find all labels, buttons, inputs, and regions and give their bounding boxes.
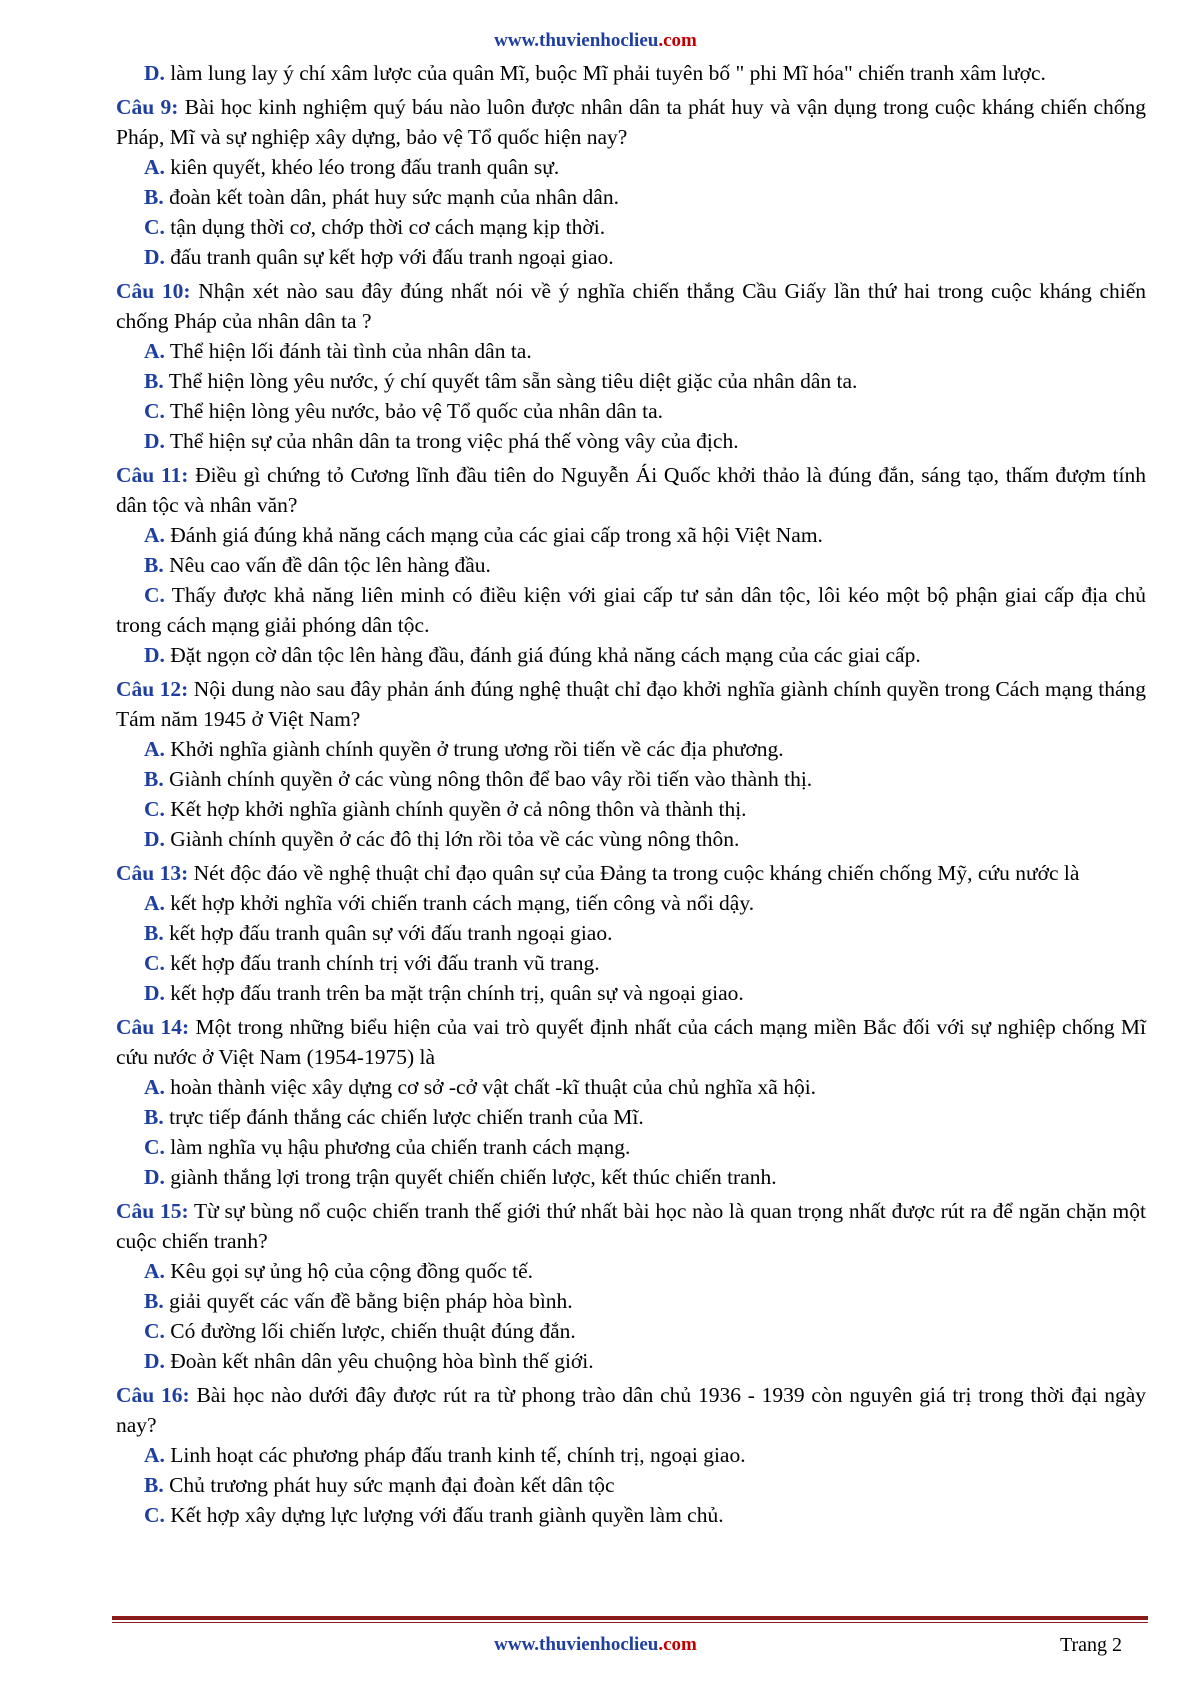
- question-stem: [116, 858, 1146, 888]
- option-text: giải quyết các vấn đề bằng biện pháp hòa bình.: [169, 1289, 573, 1313]
- answer-option[interactable]: [116, 1256, 1146, 1286]
- option-text: kết hợp đấu tranh trên ba mặt trận chính trị, quân sự và ngoại giao.: [170, 981, 744, 1005]
- answer-option[interactable]: [116, 734, 1146, 764]
- question-content: [116, 58, 1146, 1530]
- question-stem: [116, 92, 1146, 152]
- option-text: Giành chính quyền ở các đô thị lớn rồi tỏa về các vùng nông thôn.: [170, 827, 740, 851]
- option-letter: C.: [144, 1503, 165, 1527]
- option-letter: D.: [144, 429, 165, 453]
- option-text: Nêu cao vấn đề dân tộc lên hàng đầu.: [169, 553, 491, 577]
- question-12: [116, 674, 1146, 854]
- answer-option[interactable]: [116, 1286, 1146, 1316]
- answer-option[interactable]: [116, 182, 1146, 212]
- option-text: Linh hoạt các phương pháp đấu tranh kinh tế, chính trị, ngoại giao.: [170, 1443, 746, 1467]
- option-letter: C.: [144, 951, 165, 975]
- question-label: Câu 16:: [116, 1383, 190, 1407]
- question-list: [116, 92, 1146, 1530]
- answer-option[interactable]: [116, 824, 1146, 854]
- question-15: [116, 1196, 1146, 1376]
- option-letter: B.: [144, 185, 164, 209]
- answer-option[interactable]: [116, 426, 1146, 456]
- question-16: [116, 1380, 1146, 1530]
- option-letter: C.: [144, 399, 165, 423]
- question-stem: [116, 276, 1146, 336]
- option-letter: C.: [144, 1319, 165, 1343]
- option-letter: B.: [144, 921, 164, 945]
- option-text: Chủ trương phát huy sức mạnh đại đoàn kết dân tộc: [169, 1473, 615, 1497]
- footer-site-link[interactable]: www.thuvienhoclieu.com: [494, 1634, 697, 1655]
- page-number: Trang 2: [1060, 1634, 1123, 1656]
- question-label: Câu 14:: [116, 1015, 190, 1039]
- option-text: kết hợp đấu tranh quân sự với đấu tranh ngoại giao.: [169, 921, 613, 945]
- question-11: [116, 460, 1146, 670]
- option-letter: D.: [144, 1349, 165, 1373]
- question-text: Nét độc đáo về nghệ thuật chỉ đạo quân sự của Đảng ta trong cuộc kháng chiến chống Mỹ, cứu nước là: [193, 861, 1080, 885]
- option-letter: D.: [144, 643, 165, 667]
- answer-option[interactable]: [116, 794, 1146, 824]
- answer-option[interactable]: [116, 1102, 1146, 1132]
- question-text: Điều gì chứng tỏ Cương lĩnh đầu tiên do Nguyễn Ái Quốc khởi thảo là đúng đắn, sáng tạo, thấm đượm tính dân tộc và nhân văn?: [116, 463, 1146, 517]
- option-text: hoàn thành việc xây dựng cơ sở -cở vật chất -kĩ thuật của chủ nghĩa xã hội.: [170, 1075, 817, 1099]
- question-14: [116, 1012, 1146, 1192]
- answer-option[interactable]: [116, 1162, 1146, 1192]
- option-text: kiên quyết, khéo léo trong đấu tranh quân sự.: [170, 155, 560, 179]
- question-stem: [116, 460, 1146, 520]
- option-text: Có đường lối chiến lược, chiến thuật đúng đắn.: [170, 1319, 576, 1343]
- question-label: Câu 11:: [116, 463, 189, 487]
- option-text: làm nghĩa vụ hậu phương của chiến tranh cách mạng.: [170, 1135, 631, 1159]
- option-letter: B.: [144, 1289, 164, 1313]
- answer-option[interactable]: [116, 520, 1146, 550]
- option-text: kết hợp đấu tranh chính trị với đấu tranh vũ trang.: [170, 951, 600, 975]
- option-letter: A.: [144, 891, 165, 915]
- answer-option[interactable]: [116, 764, 1146, 794]
- answer-option[interactable]: [116, 366, 1146, 396]
- question-text: Bài học nào dưới đây được rút ra từ phong trào dân chủ 1936 - 1939 còn nguyên giá trị trong thời đại ngày nay?: [116, 1383, 1146, 1437]
- answer-option[interactable]: [116, 888, 1146, 918]
- option-letter: A.: [144, 155, 165, 179]
- question-label: Câu 12:: [116, 677, 189, 701]
- question-13: [116, 858, 1146, 1008]
- question-stem: [116, 1380, 1146, 1440]
- option-letter: B.: [144, 553, 164, 577]
- answer-option[interactable]: [116, 336, 1146, 366]
- question-stem: [116, 1012, 1146, 1072]
- question-label: Câu 15:: [116, 1199, 189, 1223]
- option-text: Giành chính quyền ở các vùng nông thôn để bao vây rồi tiến vào thành thị.: [169, 767, 813, 791]
- option-letter: A.: [144, 1259, 165, 1283]
- option-text: Thể hiện sự của nhân dân ta trong việc phá thế vòng vây của địch.: [169, 429, 739, 453]
- option-letter: D.: [144, 827, 165, 851]
- option-text: tận dụng thời cơ, chớp thời cơ cách mạng kịp thời.: [170, 215, 606, 239]
- option-text: Kêu gọi sự ủng hộ của cộng đồng quốc tế.: [170, 1259, 534, 1283]
- answer-option[interactable]: [116, 212, 1146, 242]
- answer-option[interactable]: [116, 1500, 1146, 1530]
- answer-option[interactable]: [116, 242, 1146, 272]
- question-text: Bài học kinh nghiệm quý báu nào luôn được nhân dân ta phát huy và vận dụng trong cuộc kháng chiến chống Pháp, Mĩ và sự nghiệp xây dựng, bảo vệ Tổ quốc hiện nay?: [116, 95, 1146, 149]
- question-label: Câu 10:: [116, 279, 191, 303]
- option-text: Đoàn kết nhân dân yêu chuộng hòa bình thế giới.: [170, 1349, 594, 1373]
- answer-option[interactable]: [116, 580, 1146, 640]
- option-text: Đặt ngọn cờ dân tộc lên hàng đầu, đánh giá đúng khả năng cách mạng của các giai cấp.: [170, 643, 921, 667]
- option-text: kết hợp khởi nghĩa với chiến tranh cách mạng, tiến công và nổi dậy.: [170, 891, 755, 915]
- page-header: [0, 30, 1191, 52]
- question-text: Nhận xét nào sau đây đúng nhất nói về ý nghĩa chiến thắng Cầu Giấy lần thứ hai trong cuộc kháng chiến chống Pháp của nhân dân ta ?: [116, 279, 1147, 333]
- option-letter: B.: [144, 369, 164, 393]
- question-label: Câu 13:: [116, 861, 189, 885]
- option-text: làm lung lay ý chí xâm lược của quân Mĩ, buộc Mĩ phải tuyên bố " phi Mĩ hóa" chiến tranh xâm lược.: [170, 61, 1046, 85]
- option-letter: D.: [144, 1165, 165, 1189]
- answer-option[interactable]: [116, 1470, 1146, 1500]
- option-letter: A.: [144, 1443, 165, 1467]
- option-text: Thấy được khả năng liên minh có điều kiện với giai cấp tư sản dân tộc, lôi kéo một bộ phận giai cấp địa chủ trong cách mạng giải phóng dân tộc.: [116, 583, 1146, 637]
- question-text: Một trong những biểu hiện của vai trò quyết định nhất của cách mạng miền Bắc đối với sự nghiệp chống Mĩ cứu nước ở Việt Nam (1954-1975) là: [116, 1015, 1146, 1069]
- question-stem: [116, 674, 1146, 734]
- answer-option[interactable]: [116, 978, 1146, 1008]
- option-letter: D.: [144, 981, 165, 1005]
- option-letter: A.: [144, 339, 165, 363]
- option-letter: A.: [144, 737, 165, 761]
- option-text: Thể hiện lòng yêu nước, ý chí quyết tâm sẵn sàng tiêu diệt giặc của nhân dân ta.: [168, 369, 858, 393]
- option-text: Kết hợp xây dựng lực lượng với đấu tranh giành quyền làm chủ.: [170, 1503, 724, 1527]
- option-text: đoàn kết toàn dân, phát huy sức mạnh của nhân dân.: [169, 185, 619, 209]
- footer-rule-thick: [112, 1616, 1148, 1620]
- option-text: trực tiếp đánh thắng các chiến lược chiến tranh của Mĩ.: [169, 1105, 644, 1129]
- option-letter: A.: [144, 1075, 165, 1099]
- answer-option[interactable]: [116, 640, 1146, 670]
- footer-rule-thin: [112, 1622, 1148, 1623]
- question-label: Câu 9:: [116, 95, 179, 119]
- header-site-link[interactable]: www.thuvienhoclieu.com: [494, 30, 697, 51]
- question-9: [116, 92, 1146, 272]
- answer-option[interactable]: [116, 948, 1146, 978]
- question-stem: [116, 1196, 1146, 1256]
- option-text: giành thắng lợi trong trận quyết chiến chiến lược, kết thúc chiến tranh.: [170, 1165, 777, 1189]
- option-letter: C.: [144, 797, 165, 821]
- answer-option[interactable]: [116, 1132, 1146, 1162]
- answer-option[interactable]: [116, 1440, 1146, 1470]
- intro-option: [116, 58, 1146, 88]
- option-letter: B.: [144, 1473, 164, 1497]
- answer-option[interactable]: [116, 1316, 1146, 1346]
- answer-option[interactable]: [116, 1346, 1146, 1376]
- answer-option[interactable]: [116, 1072, 1146, 1102]
- option-letter: A.: [144, 523, 165, 547]
- option-text: Đánh giá đúng khả năng cách mạng của các giai cấp trong xã hội Việt Nam.: [170, 523, 823, 547]
- option-letter: B.: [144, 767, 164, 791]
- option-letter: C.: [144, 215, 165, 239]
- question-text: Nội dung nào sau đây phản ánh đúng nghệ thuật chỉ đạo khởi nghĩa giành chính quyền trong Cách mạng tháng Tám năm 1945 ở Việt Nam?: [116, 677, 1146, 731]
- option-letter: D.: [144, 245, 165, 269]
- question-10: [116, 276, 1146, 456]
- option-letter: C.: [144, 583, 165, 607]
- answer-option[interactable]: [116, 918, 1146, 948]
- option-letter: C.: [144, 1135, 165, 1159]
- question-text: Từ sự bùng nổ cuộc chiến tranh thế giới thứ nhất bài học nào là quan trọng nhất được rút ra để ngăn chặn một cuộc chiến tranh?: [116, 1199, 1146, 1253]
- option-text: Kết hợp khởi nghĩa giành chính quyền ở cả nông thôn và thành thị.: [170, 797, 747, 821]
- footer-site: [0, 1634, 1191, 1656]
- answer-option[interactable]: [116, 396, 1146, 426]
- answer-option[interactable]: [116, 550, 1146, 580]
- option-letter: B.: [144, 1105, 164, 1129]
- option-text: đấu tranh quân sự kết hợp với đấu tranh ngoại giao.: [170, 245, 614, 269]
- option-text: Thể hiện lối đánh tài tình của nhân dân ta.: [169, 339, 532, 363]
- answer-option[interactable]: [116, 152, 1146, 182]
- option-text: Thể hiện lòng yêu nước, bảo vệ Tổ quốc của nhân dân ta.: [169, 399, 663, 423]
- option-text: Khởi nghĩa giành chính quyền ở trung ương rồi tiến về các địa phương.: [170, 737, 784, 761]
- option-letter: D.: [144, 61, 165, 85]
